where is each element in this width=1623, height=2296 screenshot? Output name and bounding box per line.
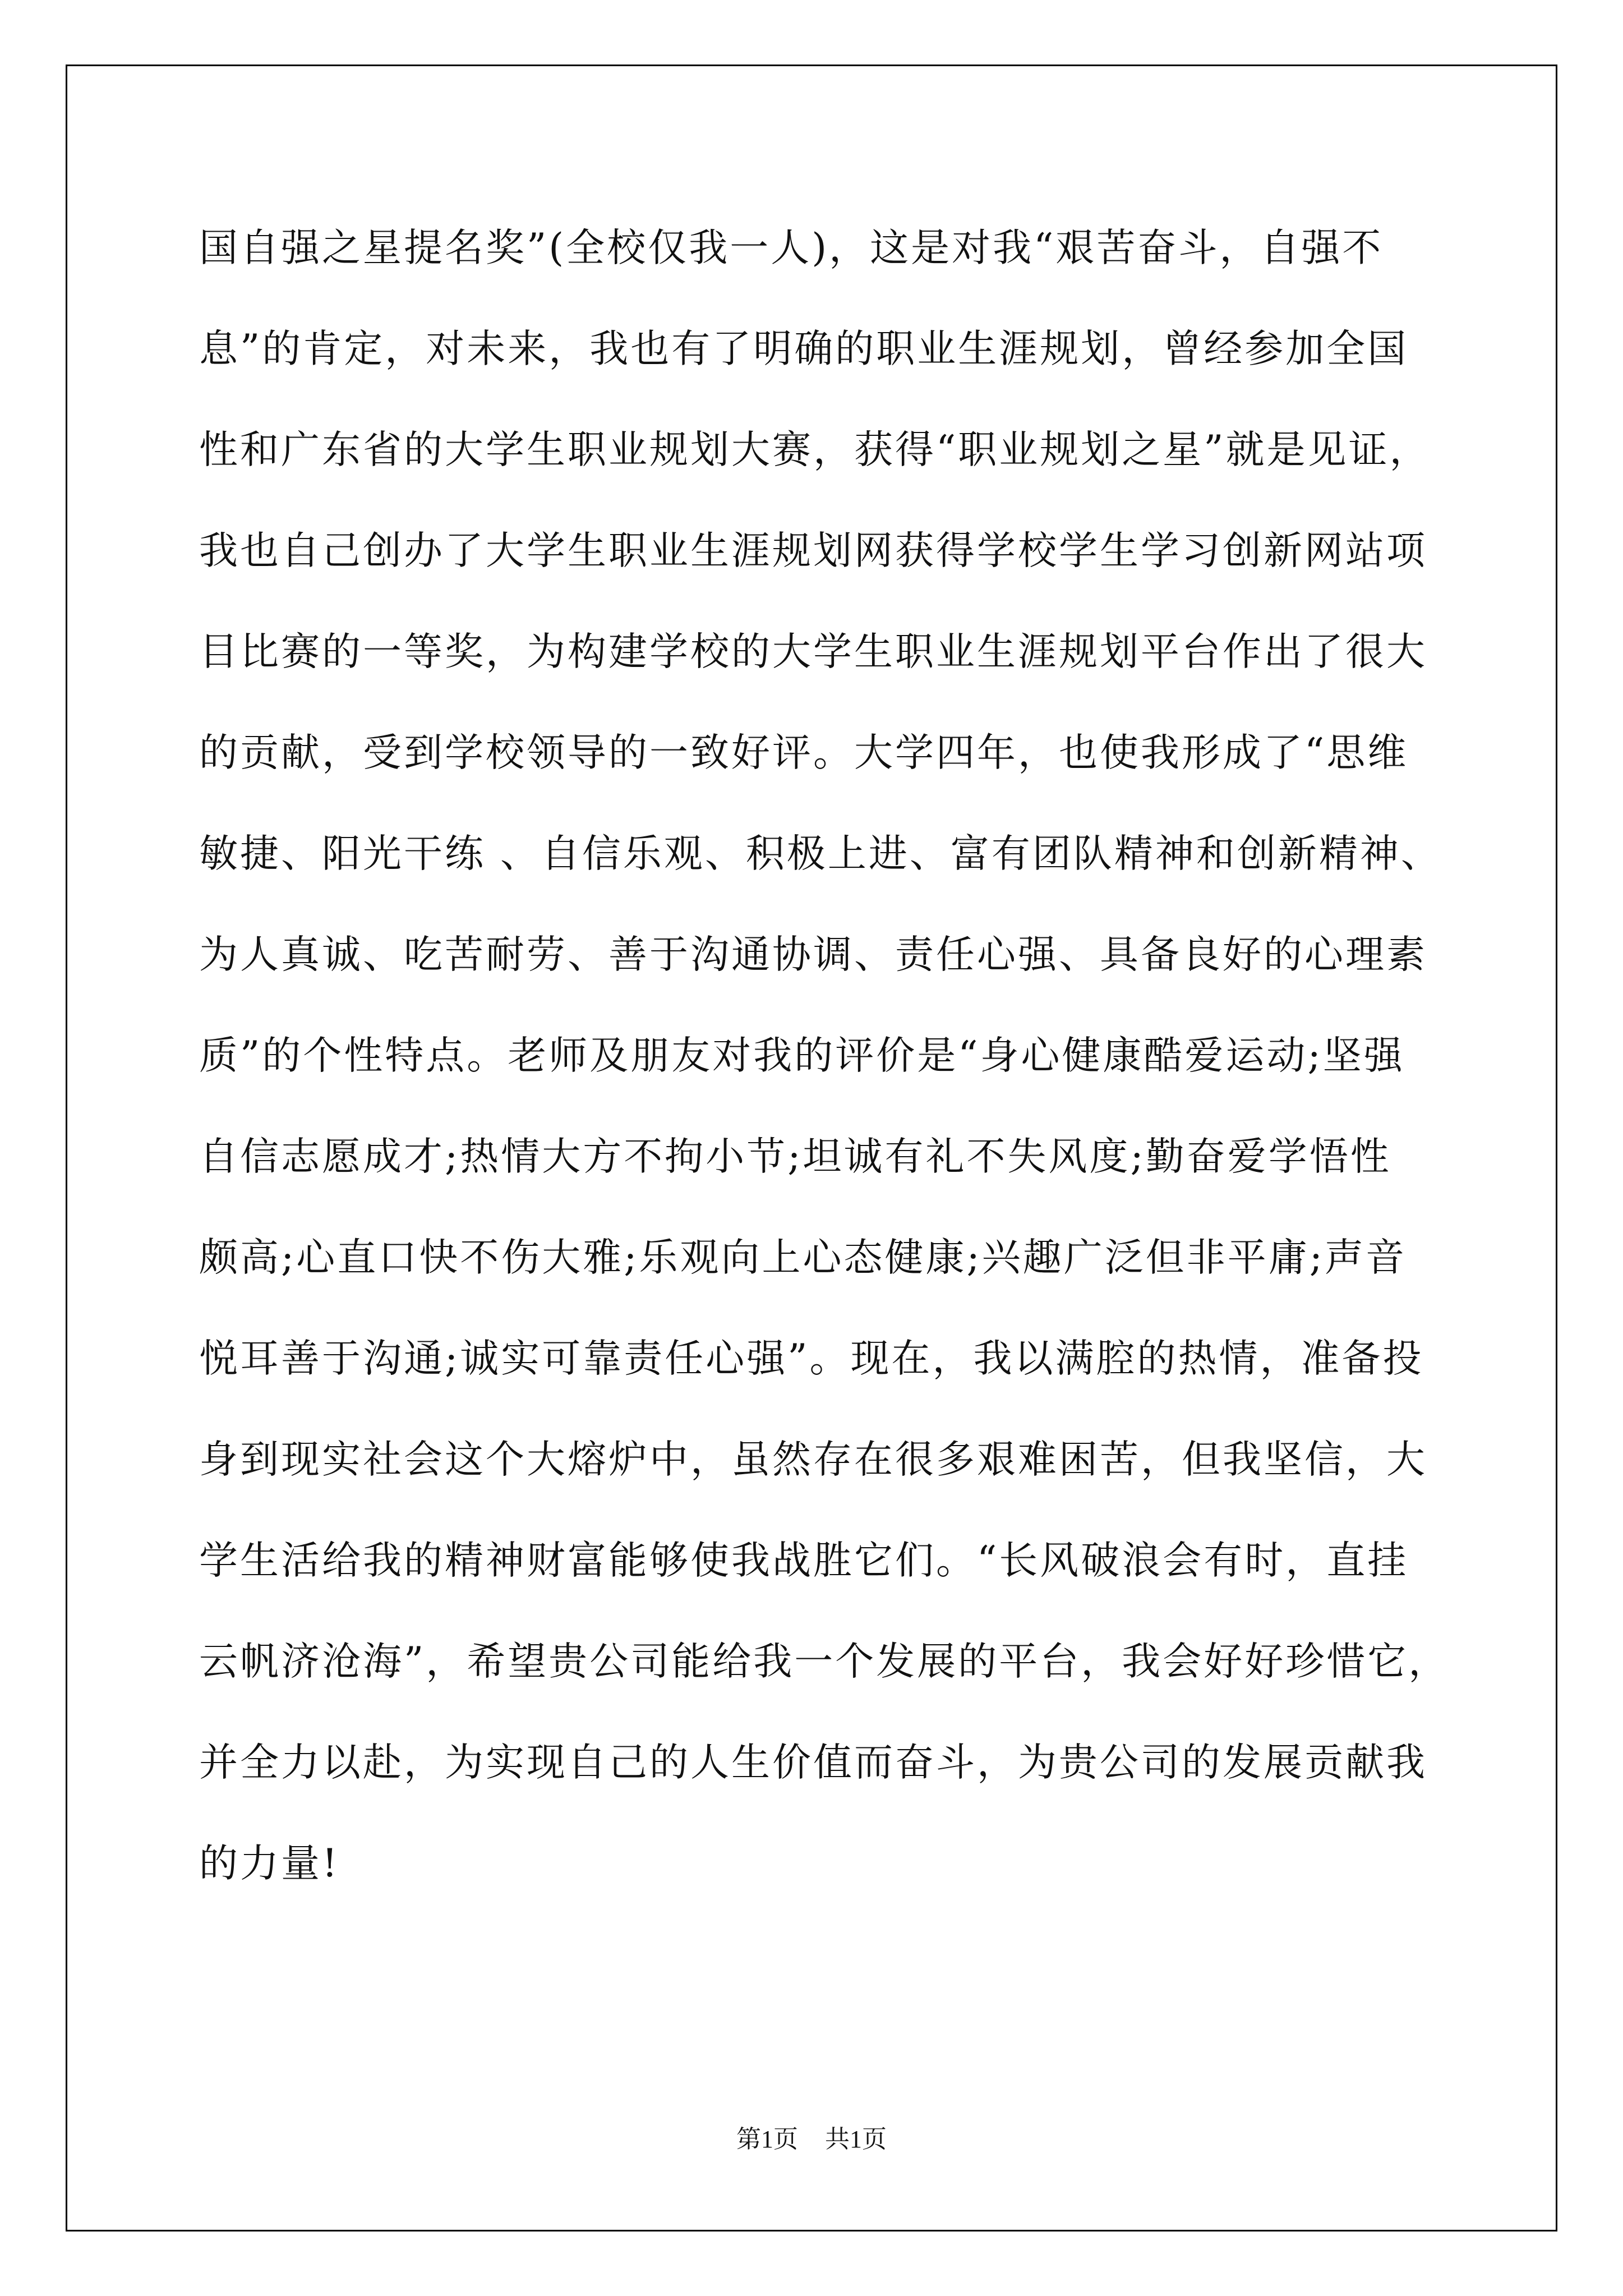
page-number: 第1页 — [736, 2125, 798, 2153]
text-line: 息”的肯定，对未来，我也有了明确的职业生涯规划，曾经参加全国 — [199, 326, 1409, 371]
text-line: 性和广东省的大学生职业规划大赛，获得“职业规划之星”就是见证， — [199, 427, 1431, 472]
text-line: 我也自己创办了大学生职业生涯规划网获得学校学生学习创新网站项 — [199, 528, 1427, 573]
text-line: 云帆济沧海”，希望贵公司能给我一个发展的平台，我会好好珍惜它， — [199, 1639, 1450, 1684]
text-line: 质”的个性特点。老师及朋友对我的评价是“身心健康酷爱运动;坚强 — [199, 1033, 1405, 1078]
text-line: 悦耳善于沟通;诚实可靠责任心强”。现在，我以满腔的热情，准备投 — [199, 1336, 1424, 1381]
text-line: 颇高;心直口快不伤大雅;乐观向上心态健康;兴趣广泛但非平庸;声音 — [199, 1235, 1407, 1280]
text-line: 的力量! — [199, 1841, 340, 1886]
text-line: 自信志愿成才;热情大方不拘小节;坦诚有礼不失风度;勤奋爱学悟性 — [199, 1134, 1391, 1179]
text-line: 并全力以赴，为实现自己的人生价值而奋斗，为贵公司的发展贡献我 — [199, 1740, 1427, 1785]
text-line: 的贡献，受到学校领导的一致好评。大学四年，也使我形成了“思维 — [199, 730, 1409, 775]
page-footer — [0, 2123, 1623, 2156]
text-line: 目比赛的一等奖，为构建学校的大学生职业生涯规划平台作出了很大 — [199, 629, 1427, 674]
text-line: 为人真诚、吃苦耐劳、善于沟通协调、责任心强、具备良好的心理素 — [199, 932, 1427, 977]
document-body — [199, 226, 1495, 1942]
text-line: 学生活给我的精神财富能够使我战胜它们。“长风破浪会有时，直挂 — [199, 1538, 1409, 1583]
text-line: 敏捷、阳光干练 、自信乐观、积极上进、富有团队精神和创新精神、 — [199, 831, 1442, 876]
text-line: 国自强之星提名奖”(全校仅我一人)，这是对我“艰苦奋斗，自强不 — [199, 226, 1384, 270]
page-total: 共1页 — [825, 2125, 887, 2153]
text-line: 身到现实社会这个大熔炉中，虽然存在很多艰难困苦，但我坚信，大 — [199, 1437, 1427, 1482]
